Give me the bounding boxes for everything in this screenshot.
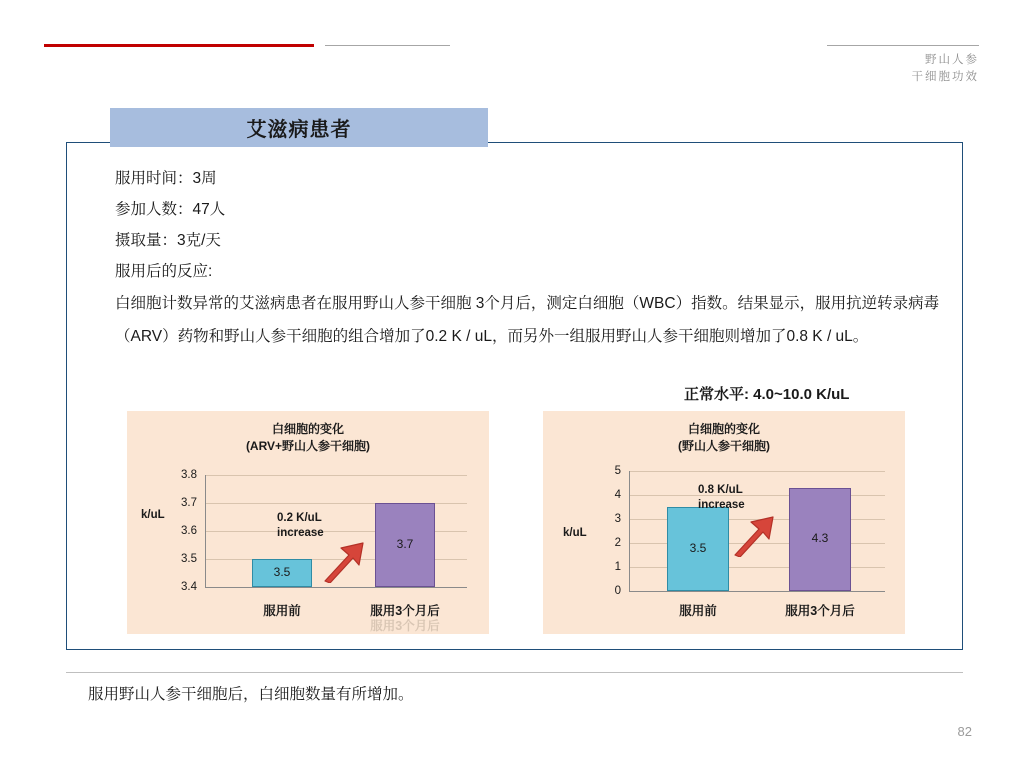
chart-left-gridline-0 [205,475,467,476]
page-number: 82 [957,724,972,739]
chart-right-bar-before [667,507,729,591]
chart-right-tick-3: 2 [614,537,621,549]
header-red-rule [44,44,314,47]
chart-left-bar-after-value: 3.7 [396,537,414,551]
body-line-reaction-heading: 服用后的反应: [115,263,213,280]
chart-left-title-line2: (ARV+野山人参干细胞) [245,439,371,453]
header-gray-rule-left [325,45,450,46]
increase-arrow-icon [319,541,367,583]
chart-right-gridline-0 [629,471,885,472]
brand-line-2: 干细胞功效 [911,71,979,83]
chart-right-tick-0: 5 [614,465,621,477]
slide-title-tab [110,108,488,147]
chart-right-x-axis [629,591,885,592]
body-line-dose: 摄取量：3克/天 [115,232,221,249]
chart-left-bar-before [252,559,312,587]
chart-right-ylabel: k/uL [563,527,587,539]
chart-left-tick-3: 3.5 [181,553,197,565]
chart-right-plot [543,411,905,634]
chart-right-tick-1: 4 [614,489,621,501]
chart-left-annotation [277,511,324,541]
chart-right-category-0: 服用前 [679,604,717,618]
normal-level-note: 正常水平: 4.0~10.0 K/uL [684,386,850,403]
chart-right-bar-after-value: 4.3 [811,531,829,545]
chart-left-ghost-label: 服用3个月后 [370,619,440,633]
brand-watermark [912,52,980,86]
chart-left-annotation-line1: 0.2 K/uL [277,512,322,524]
body-line-participants: 参加人数：47人 [115,201,226,218]
conclusion-text: 服用野山人参干细胞后，白细胞数量有所增加。 [88,686,414,703]
footer-divider [66,672,963,673]
chart-right-annotation-line2: increase [698,499,745,511]
chart-arv-combo [127,411,489,634]
chart-right-annotation [698,483,745,513]
chart-left-tick-2: 3.6 [181,525,197,537]
chart-left-plot [127,411,489,634]
chart-right-category-1: 服用3个月后 [785,604,855,618]
chart-right-tick-2: 3 [614,513,621,525]
chart-left-tick-0: 3.8 [181,469,197,481]
chart-left-tick-4: 3.4 [181,581,197,593]
body-text-block [115,163,945,353]
body-paragraph: 白细胞计数异常的艾滋病患者在服用野山人参干细胞 3个月后，测定白细胞（WBC）指数。结果显示，服用抗逆转录病毒（ARV）药物和野山人参干细胞的组合增加了0.2 K / uL，而另外一组服用野山人参干细胞则增加了0.8 K / uL。 [115,295,940,345]
chart-left-y-axis [205,475,206,588]
chart-left-x-axis [205,587,467,588]
chart-right-bar-after [789,488,851,591]
chart-right-bar-before-value: 3.5 [689,541,707,555]
chart-left-bar-before-value: 3.5 [273,565,291,579]
brand-line-1: 野山人参 [925,54,979,66]
chart-left-title-line1: 白细胞的变化 [271,422,344,436]
chart-left-bar-after [375,503,435,587]
chart-left-tick-1: 3.7 [181,497,197,509]
chart-right-title-line2: (野山人参干细胞) [678,439,770,453]
chart-left-category-0: 服用前 [263,604,301,618]
chart-left-annotation-line2: increase [277,527,324,539]
body-line-duration: 服用时间：3周 [115,170,217,187]
chart-left-category-1: 服用3个月后 [370,604,440,618]
chart-left-ylabel: k/uL [141,509,165,521]
chart-stemcell-only [543,411,905,634]
increase-arrow-icon [729,515,777,557]
chart-right-y-axis [629,471,630,591]
chart-right-title-line1: 白细胞的变化 [687,422,760,436]
chart-right-tick-4: 1 [614,561,621,573]
header-gray-rule-right [827,45,979,46]
chart-right-tick-5: 0 [614,585,621,597]
chart-right-annotation-line1: 0.8 K/uL [698,484,743,496]
page-title: 艾滋病患者 [246,119,352,141]
